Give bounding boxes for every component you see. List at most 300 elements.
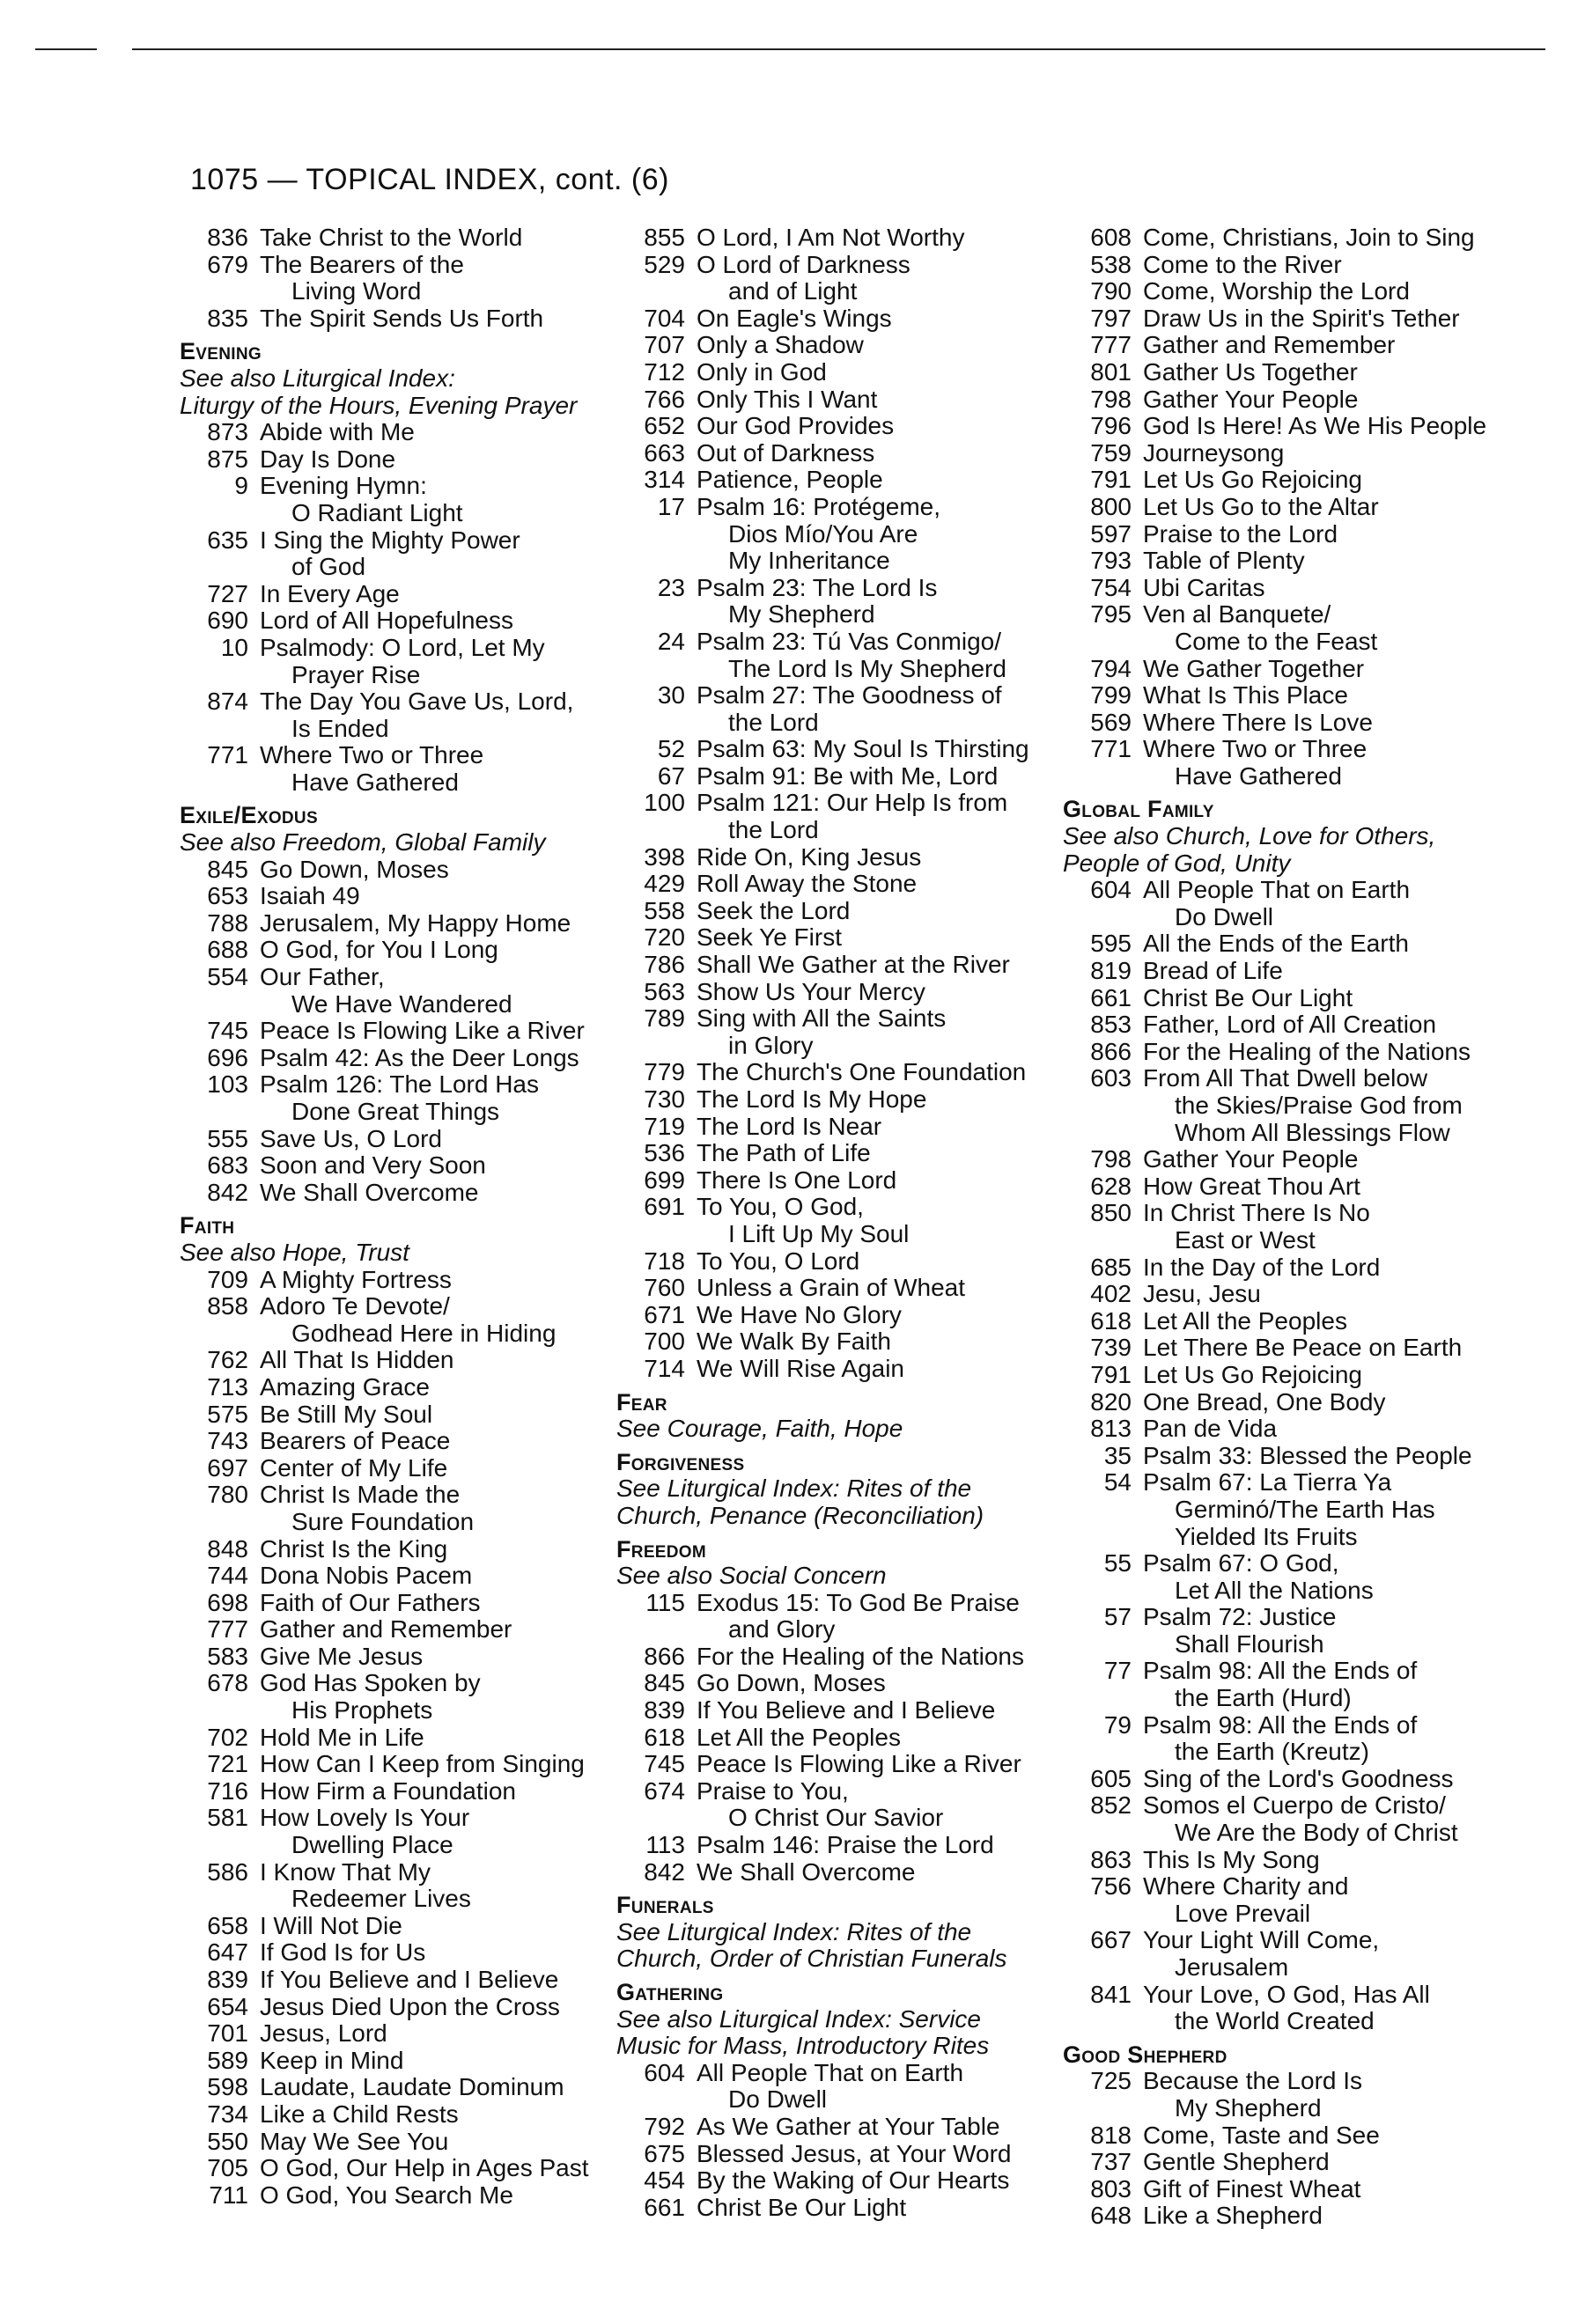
title-continuation: Sure Foundation [291, 1507, 475, 1535]
hymn-title [260, 446, 602, 474]
index-entry [180, 1751, 602, 1778]
hymn-number: 678 [207, 1669, 248, 1697]
hymn-number: 685 [1090, 1253, 1132, 1281]
title-continuation: the Skies/Praise God from [1175, 1092, 1463, 1119]
hymn-number: 699 [644, 1166, 685, 1194]
hymn-number: 690 [207, 607, 248, 635]
hymn-title [1143, 440, 1521, 467]
title-line: Christ Is the King [260, 1534, 448, 1563]
title-continuation: Dios Mío/You Are [728, 519, 918, 548]
title-line: The Bearers of the [260, 250, 464, 278]
index-section [180, 224, 602, 332]
title-line: Soon and Very Soon [260, 1151, 486, 1180]
hymn-number: 720 [644, 923, 685, 952]
title-line: Jesu, Jesu [1143, 1280, 1261, 1308]
title-line: Gentle Shepherd [1143, 2148, 1330, 2176]
title-line: In Every Age [260, 579, 400, 607]
hymn-title [697, 2060, 1057, 2114]
hymn-title [260, 1428, 602, 1455]
title-line: The Church's One Foundation [697, 1058, 1027, 1086]
index-entry [616, 1644, 1057, 1671]
title-line: Psalm 33: Blessed the People [1143, 1441, 1472, 1469]
title-continuation: Is Ended [291, 714, 389, 742]
hymn-title [1143, 359, 1521, 386]
hymn-title [697, 2195, 1057, 2222]
index-entry [180, 1939, 602, 1967]
hymn-number: 727 [207, 579, 248, 607]
hymn-number: 839 [644, 1696, 685, 1725]
hymn-title [260, 2129, 602, 2156]
index-section [616, 1389, 1057, 1443]
index-entry [180, 1347, 602, 1374]
hymn-title [1143, 1469, 1521, 1550]
hymn-title [260, 2101, 602, 2129]
hymn-title [697, 1005, 1057, 1059]
index-entry [616, 2141, 1057, 2168]
title-line: Only in God [697, 357, 827, 386]
title-continuation: East or West [1175, 1225, 1316, 1254]
hymn-title [697, 1697, 1057, 1725]
index-entry [180, 857, 602, 884]
title-line: Patience, People [697, 466, 883, 494]
index-entry [616, 440, 1057, 467]
index-entry [616, 1328, 1057, 1356]
hymn-title [260, 1045, 602, 1072]
cross-reference-note: See also Hope, Trust [180, 1238, 409, 1266]
hymn-number: 24 [657, 627, 685, 655]
hymn-title [260, 857, 602, 884]
index-entry [180, 1590, 602, 1617]
hymn-title [697, 629, 1057, 682]
index-entry [180, 910, 602, 938]
hymn-number: 57 [1103, 1603, 1132, 1631]
title-line: Seek Ye First [697, 923, 842, 952]
index-section [1063, 224, 1521, 790]
hymn-number: 745 [207, 1017, 248, 1045]
hymn-title [260, 1967, 602, 1994]
section-title: Forgiveness [616, 1448, 745, 1475]
index-entry [1063, 2176, 1521, 2203]
title-line: I Sing the Mighty Power [260, 526, 520, 554]
hymn-title [1143, 2068, 1521, 2122]
hymn-title [1143, 1443, 1521, 1470]
title-line: Psalm 146: Praise the Lord [697, 1831, 994, 1859]
hymn-number: 875 [207, 445, 248, 473]
cross-reference-note: See Liturgical Index: Rites of the [616, 1475, 972, 1503]
index-entry [1063, 1362, 1521, 1389]
index-section [616, 1449, 1057, 1530]
hymn-title [260, 688, 602, 742]
hymn-number: 762 [207, 1346, 248, 1374]
hymn-title [1143, 1927, 1521, 1981]
hymn-number: 791 [1090, 466, 1132, 494]
hymn-title [260, 607, 602, 635]
hymn-title [260, 1994, 602, 2021]
hymn-title [1143, 1873, 1521, 1927]
hymn-number: 54 [1103, 1468, 1132, 1497]
hymn-title [1143, 413, 1521, 440]
index-entry [1063, 985, 1521, 1012]
hymn-title [1143, 1335, 1521, 1362]
title-line: Come to the River [1143, 250, 1342, 278]
hymn-title [697, 1059, 1057, 1086]
hymn-number: 718 [644, 1247, 685, 1275]
title-continuation: We Have Wandered [291, 989, 512, 1018]
hymn-number: 745 [644, 1750, 685, 1778]
title-line: Draw Us in the Spirit's Tether [1143, 304, 1460, 332]
hymn-title [697, 1725, 1057, 1752]
top-rule-short [35, 48, 97, 50]
title-line: Let There Be Peace on Earth [1143, 1334, 1463, 1362]
index-entry [180, 1616, 602, 1644]
title-line: Abide with Me [260, 418, 415, 446]
title-line: Roll Away the Stone [697, 870, 918, 898]
index-entry [1063, 1982, 1521, 2035]
hymn-number: 863 [1090, 1845, 1132, 1873]
title-line: Praise to the Lord [1143, 519, 1338, 548]
hymn-title [1143, 305, 1521, 333]
cross-reference-note: See also Social Concern [616, 1562, 887, 1590]
hymn-number: 760 [644, 1274, 685, 1302]
index-entry [1063, 1443, 1521, 1470]
index-entry [180, 2048, 602, 2075]
title-line: Because the Lord Is [1143, 2067, 1363, 2095]
hymn-number: 712 [644, 357, 685, 386]
index-entry [1063, 1011, 1521, 1039]
index-entry [616, 1167, 1057, 1195]
hymn-title [697, 413, 1057, 440]
title-line: Your Light Will Come, [1143, 1926, 1380, 1954]
title-line: Peace Is Flowing Like a River [260, 1017, 585, 1045]
hymn-number: 845 [644, 1669, 685, 1697]
title-line: Come, Christians, Join to Sing [1143, 224, 1475, 251]
title-line: All People That on Earth [1143, 876, 1411, 904]
title-line: Jesus Died Upon the Cross [260, 1992, 560, 2020]
index-entry [616, 332, 1057, 359]
hymn-number: 674 [644, 1776, 685, 1805]
title-continuation: Do Dwell [1175, 902, 1274, 930]
hymn-title [1143, 548, 1521, 575]
index-entry [1063, 1146, 1521, 1173]
title-line: For the Healing of the Nations [1143, 1037, 1471, 1065]
title-line: If God Is for Us [260, 1938, 426, 1967]
title-line: We Have No Glory [697, 1300, 902, 1328]
hymn-title [260, 2155, 602, 2182]
hymn-title [1143, 252, 1521, 279]
section-title: Exile/Exodus [180, 802, 318, 829]
hymn-title [697, 1248, 1057, 1276]
hymn-title [697, 1302, 1057, 1329]
title-continuation: Let All the Nations [1175, 1576, 1374, 1604]
cross-reference-note: See Liturgical Index: Rites of the [616, 1917, 972, 1945]
hymn-number: 739 [1090, 1334, 1132, 1362]
index-entry [180, 1126, 602, 1153]
hymn-title [697, 1832, 1057, 1859]
hymn-number: 79 [1103, 1710, 1132, 1739]
index-entry [616, 494, 1057, 575]
index-column-2 [616, 224, 1057, 2221]
hymn-number: 754 [1090, 573, 1132, 601]
index-entry [1063, 1335, 1521, 1362]
title-line: This Is My Song [1143, 1845, 1320, 1873]
index-entry [616, 1725, 1057, 1752]
index-entry [180, 1018, 602, 1045]
section-title: Faith [180, 1212, 235, 1239]
hymn-number: 675 [644, 2139, 685, 2167]
index-entry [180, 1967, 602, 1994]
hymn-number: 698 [207, 1588, 248, 1616]
index-entry [1063, 386, 1521, 414]
hymn-title [260, 252, 602, 305]
title-line: All That Is Hidden [260, 1346, 454, 1374]
title-line: Father, Lord of All Creation [1143, 1011, 1437, 1039]
hymn-title [697, 1114, 1057, 1141]
title-line: Psalmody: O Lord, Let My [260, 633, 545, 661]
hymn-number: 52 [657, 735, 685, 763]
index-entry [616, 1140, 1057, 1167]
title-line: Psalm 27: The Goodness of [697, 681, 1002, 710]
section-title: Freedom [616, 1535, 706, 1563]
index-section [180, 802, 602, 1206]
index-entry [180, 1805, 602, 1858]
hymn-number: 777 [207, 1615, 248, 1644]
hymn-number: 429 [644, 870, 685, 898]
title-line: In the Day of the Lord [1143, 1253, 1381, 1281]
hymn-title [260, 2074, 602, 2101]
cross-reference-note: Church, Penance (Reconciliation) [616, 1501, 984, 1529]
section-title: Fear [616, 1388, 667, 1416]
hymn-title [1143, 1658, 1521, 1711]
hymn-title [1143, 521, 1521, 548]
index-entry [1063, 548, 1521, 575]
hymn-number: 77 [1103, 1657, 1132, 1685]
title-line: I Know That My [260, 1857, 431, 1886]
title-line: A Mighty Fortress [260, 1265, 452, 1293]
index-entry [180, 1536, 602, 1563]
hymn-number: 603 [1090, 1064, 1132, 1092]
hymn-number: 402 [1090, 1280, 1132, 1308]
title-continuation: O Radiant Light [291, 498, 463, 526]
index-entry [616, 467, 1057, 494]
title-continuation: My Shepherd [1175, 2093, 1322, 2122]
hymn-title [697, 952, 1057, 979]
hymn-title [260, 1725, 602, 1752]
index-entry [1063, 1550, 1521, 1604]
hymn-number: 786 [644, 951, 685, 979]
hymn-title [697, 575, 1057, 629]
index-entry [180, 1293, 602, 1347]
index-entry [180, 224, 602, 252]
hymn-number: 756 [1090, 1872, 1132, 1901]
index-entry [1063, 930, 1521, 958]
title-line: Psalm 16: Protégeme, [697, 492, 941, 520]
title-line: There Is One Lord [697, 1166, 897, 1194]
hymn-title [260, 1180, 602, 1207]
hymn-title [260, 1536, 602, 1563]
title-line: We Will Rise Again [697, 1354, 905, 1382]
hymn-number: 563 [644, 977, 685, 1005]
hymn-number: 850 [1090, 1199, 1132, 1227]
hymn-number: 734 [207, 2100, 248, 2128]
index-entry [1063, 494, 1521, 521]
hymn-title [260, 1152, 602, 1180]
hymn-number: 618 [644, 1723, 685, 1751]
hymn-number: 647 [207, 1938, 248, 1967]
title-line: Out of Darkness [697, 438, 875, 467]
index-entry [180, 1401, 602, 1429]
hymn-title [1143, 1011, 1521, 1039]
title-line: If You Believe and I Believe [697, 1696, 996, 1725]
index-entry [180, 1267, 602, 1294]
title-continuation: Godhead Here in Hiding [291, 1319, 557, 1347]
index-entry [1063, 575, 1521, 602]
title-line: As We Gather at Your Table [697, 2112, 1000, 2140]
hymn-title [697, 2141, 1057, 2168]
hymn-title [260, 2048, 602, 2075]
index-entry [180, 2129, 602, 2156]
hymn-title [260, 419, 602, 446]
index-entry [1063, 1712, 1521, 1766]
index-entry [616, 844, 1057, 872]
hymn-title [1143, 1792, 1521, 1846]
hymn-title [697, 2114, 1057, 2141]
title-line: How Firm a Foundation [260, 1776, 517, 1805]
title-line: O Lord, I Am Not Worthy [697, 224, 965, 251]
hymn-title [260, 1644, 602, 1671]
hymn-title [1143, 601, 1521, 655]
hymn-title [1143, 1416, 1521, 1443]
title-line: Gather and Remember [1143, 331, 1396, 359]
index-section [180, 338, 602, 796]
title-line: Gift of Finest Wheat [1143, 2174, 1361, 2203]
title-continuation: Prayer Rise [291, 660, 421, 688]
title-line: How Can I Keep from Singing [260, 1750, 585, 1778]
title-continuation: Done Great Things [291, 1098, 500, 1125]
index-entry [180, 2155, 602, 2182]
index-entry [616, 1005, 1057, 1059]
index-entry [1063, 332, 1521, 359]
hymn-number: 23 [657, 573, 685, 601]
hymn-number: 604 [1090, 876, 1132, 904]
hymn-number: 702 [207, 1723, 248, 1751]
hymn-number: 628 [1090, 1172, 1132, 1200]
hymn-number: 679 [207, 250, 248, 278]
title-line: Blessed Jesus, at Your Word [697, 2139, 1012, 2167]
hymn-title [260, 1401, 602, 1429]
title-line: Only a Shadow [697, 331, 864, 359]
title-continuation: Germinó/The Earth Has [1175, 1495, 1435, 1523]
index-entry [1063, 1658, 1521, 1711]
hymn-title [1143, 1200, 1521, 1254]
title-line: Where Two or Three [260, 741, 484, 769]
index-entry [616, 924, 1057, 952]
index-entry [1063, 877, 1521, 930]
title-continuation: in Glory [728, 1031, 814, 1059]
hymn-number: 103 [207, 1070, 248, 1099]
hymn-title [260, 1374, 602, 1401]
hymn-number: 569 [1090, 708, 1132, 736]
hymn-title [1143, 575, 1521, 602]
hymn-number: 803 [1090, 2174, 1132, 2203]
hymn-number: 604 [644, 2058, 685, 2086]
hymn-title [1143, 930, 1521, 958]
hymn-number: 691 [644, 1193, 685, 1221]
hymn-title [260, 1126, 602, 1153]
index-entry [180, 688, 602, 742]
index-entry [1063, 2068, 1521, 2122]
hymn-title [260, 742, 602, 796]
title-line: We Shall Overcome [260, 1178, 479, 1206]
hymn-number: 9 [234, 472, 248, 500]
index-entry [1063, 1766, 1521, 1793]
hymn-title [260, 1347, 602, 1374]
title-line: By the Waking of Our Hearts [697, 2166, 1010, 2195]
hymn-number: 866 [1090, 1037, 1132, 1065]
title-line: O God, Our Help in Ages Past [260, 2154, 589, 2182]
hymn-title [260, 910, 602, 938]
hymn-number: 800 [1090, 492, 1132, 520]
hymn-number: 597 [1090, 519, 1132, 548]
hymn-number: 793 [1090, 547, 1132, 575]
title-line: For the Healing of the Nations [697, 1642, 1024, 1670]
hymn-number: 798 [1090, 385, 1132, 413]
title-line: Exodus 15: To God Be Praise [697, 1588, 1020, 1616]
hymn-title [1143, 1550, 1521, 1604]
hymn-number: 658 [207, 1911, 248, 1939]
hymn-number: 841 [1090, 1980, 1132, 2008]
hymn-title [260, 1590, 602, 1617]
hymn-title [260, 305, 602, 333]
hymn-number: 737 [1090, 2148, 1132, 2176]
hymn-title [697, 1751, 1057, 1778]
cross-reference-note: People of God, Unity [1063, 849, 1291, 877]
cross-reference-note: Church, Order of Christian Funerals [616, 1945, 1007, 1973]
index-entry [1063, 710, 1521, 737]
hymn-title [697, 440, 1057, 467]
hymn-number: 529 [644, 250, 685, 278]
index-entry [616, 1059, 1057, 1086]
index-section [1063, 796, 1521, 2034]
hymn-title [260, 2182, 602, 2210]
cross-reference-note: See also Liturgical Index: [180, 364, 455, 392]
title-line: Save Us, O Lord [260, 1124, 442, 1152]
index-entry [616, 413, 1057, 440]
hymn-number: 696 [207, 1043, 248, 1071]
index-entry [616, 1275, 1057, 1302]
hymn-number: 771 [207, 741, 248, 769]
hymn-number: 796 [1090, 412, 1132, 440]
title-line: Let Us Go to the Altar [1143, 492, 1379, 520]
index-entry [616, 575, 1057, 629]
hymn-number: 35 [1103, 1441, 1132, 1469]
hymn-title [697, 1644, 1057, 1671]
index-entry [616, 1697, 1057, 1725]
hymn-number: 845 [207, 855, 248, 883]
title-line: Psalm 67: La Tierra Ya [1143, 1468, 1392, 1497]
title-line: O God, for You I Long [260, 936, 498, 964]
hymn-title [697, 305, 1057, 333]
hymn-number: 801 [1090, 357, 1132, 386]
hymn-number: 818 [1090, 2121, 1132, 2149]
hymn-title [260, 224, 602, 252]
hymn-number: 789 [644, 1004, 685, 1033]
title-continuation: My Shepherd [728, 600, 875, 629]
hymn-number: 779 [644, 1058, 685, 1086]
hymn-title [1143, 2122, 1521, 2150]
title-line: Like a Child Rests [260, 2100, 459, 2128]
title-continuation: Dwelling Place [291, 1831, 453, 1859]
index-entry [180, 1670, 602, 1724]
